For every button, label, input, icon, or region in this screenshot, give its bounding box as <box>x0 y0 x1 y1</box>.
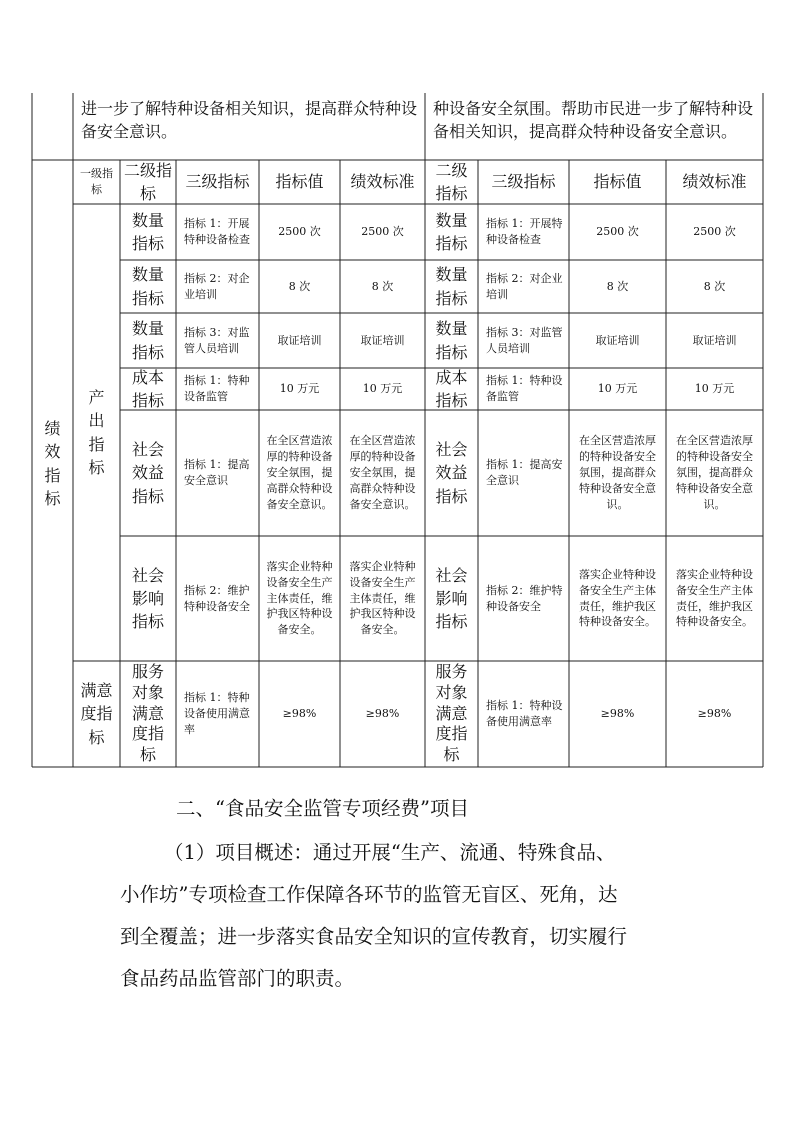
row3-standard-a: 取证培训 <box>360 333 405 347</box>
row4-level2-b: 成本指标 <box>435 367 468 410</box>
header-level3-a: 三级指标 <box>185 172 250 192</box>
row7-standard-a: ≥98% <box>365 707 400 721</box>
row1-level2-a: 数量指标 <box>131 210 164 253</box>
header-value-b: 指标值 <box>593 172 642 192</box>
header-value-a: 指标值 <box>275 172 324 192</box>
row7-value-b: ≥98% <box>600 707 635 721</box>
row2-level3-a: 指标 2：对企业培训 <box>184 271 250 301</box>
section-heading-text: 二、“食品安全监管专项经费”项目 <box>176 797 469 820</box>
row7-level2-a: 服务对象满意度指标 <box>131 662 164 765</box>
row1-level3-a: 指标 1：开展特种设备检查 <box>184 217 250 246</box>
header-standard-b: 绩效标准 <box>682 172 747 192</box>
row2-value-b: 8 次 <box>606 279 629 293</box>
row4-level3-a: 指标 1：特种设备监管 <box>184 374 250 403</box>
row7-standard-b: ≥98% <box>697 707 732 721</box>
row5-value-b: 在全区营造浓厚的特种设备安全氛围，提高群众特种设备安全意识。 <box>579 434 656 511</box>
row3-level3-b: 指标 3：对监管人员培训 <box>486 325 563 355</box>
row6-standard-a: 落实企业特种设备安全生产主体责任，维护我区特种设备安全。 <box>349 559 416 637</box>
row1-value-b: 2500 次 <box>596 225 639 239</box>
row1-level3-b: 指标 1：开展特种设备检查 <box>486 217 563 246</box>
header-level3-b: 三级指标 <box>491 172 556 192</box>
header-standard-a: 绩效标准 <box>350 172 415 192</box>
row6-value-b: 落实企业特种设备安全生产主体责任，维护我区特种设备安全。 <box>579 567 656 629</box>
row7-level3-b: 指标 1：特种设备使用满意率 <box>486 699 563 728</box>
row6-level2-b: 社会影响指标 <box>435 565 468 632</box>
row3-level3-a: 指标 3：对监管人员培训 <box>184 325 250 355</box>
row5-level3-b: 指标 1：提高安全意识 <box>486 458 563 487</box>
satisfaction-indicator-label: 满意度指标 <box>80 681 113 747</box>
row7-level3-a: 指标 1：特种设备使用满意率 <box>184 691 250 736</box>
header-level1: 一级指标 <box>80 167 113 196</box>
paragraph-line-3: 到全覆盖；进一步落实食品安全知识的宣传教育，切实履行 <box>120 925 628 948</box>
row2-standard-a: 8 次 <box>371 279 394 293</box>
row3-value-a: 取证培训 <box>277 333 322 347</box>
row5-level2-b: 社会效益指标 <box>435 440 468 506</box>
paragraph-line-2: 小作坊”专项检查工作保障各环节的监管无盲区、死角，达 <box>120 883 618 906</box>
row1-level2-b: 数量指标 <box>435 210 468 253</box>
paragraph-line-1: （1）项目概述：通过开展“生产、流通、特殊食品、 <box>164 841 616 864</box>
row2-level2-a: 数量指标 <box>131 265 164 308</box>
row2-level2-b: 数量指标 <box>435 265 468 308</box>
row6-value-a: 落实企业特种设备安全生产主体责任，维护我区特种设备安全。 <box>266 559 333 637</box>
row5-standard-b: 在全区营造浓厚的特种设备安全氛围，提高群众特种设备安全意识。 <box>676 434 753 511</box>
row6-standard-b: 落实企业特种设备安全生产主体责任，维护我区特种设备安全。 <box>676 567 753 629</box>
row4-value-b: 10 万元 <box>597 382 638 396</box>
row3-level2-b: 数量指标 <box>435 319 468 362</box>
header-level2-a: 二级指标 <box>123 160 172 203</box>
row1-standard-a: 2500 次 <box>361 225 404 239</box>
project-overview-paragraph <box>120 832 680 1000</box>
row4-standard-a: 10 万元 <box>362 382 403 396</box>
row5-level3-a: 指标 1：提高安全意识 <box>184 458 250 487</box>
top-left-text: 进一步了解特种设备相关知识，提高群众特种设备安全意识。 <box>81 99 418 142</box>
paragraph-line-4: 食品药品监管部门的职责。 <box>120 967 355 990</box>
row4-value-a: 10 万元 <box>279 382 320 396</box>
row2-value-a: 8 次 <box>288 279 311 293</box>
header-level2-b: 二级指标 <box>435 160 468 203</box>
row6-level3-a: 指标 2：维护特种设备安全 <box>184 583 250 613</box>
row1-value-a: 2500 次 <box>278 225 321 239</box>
row1-standard-b: 2500 次 <box>693 225 736 239</box>
row7-level2-b: 服务对象满意度指标 <box>435 662 468 765</box>
row4-standard-b: 10 万元 <box>694 382 735 396</box>
row5-level2-a: 社会效益指标 <box>131 440 164 506</box>
section-heading <box>120 788 680 830</box>
row6-level2-a: 社会影响指标 <box>131 565 164 632</box>
row5-standard-a: 在全区营造浓厚的特种设备安全氛围，提高群众特种设备安全意识。 <box>349 434 416 511</box>
row3-value-b: 取证培训 <box>595 333 640 347</box>
row6-level3-b: 指标 2：维护特种设备安全 <box>486 583 563 613</box>
row5-value-a: 在全区营造浓厚的特种设备安全氛围，提高群众特种设备安全意识。 <box>266 434 333 511</box>
row2-level3-b: 指标 2：对企业培训 <box>486 271 563 301</box>
top-right-text: 种设备安全氛围。帮助市民进一步了解特种设备相关知识，提高群众特种设备安全意识。 <box>433 99 754 142</box>
row7-value-a: ≥98% <box>282 707 317 721</box>
category-label: 绩效指标 <box>44 419 61 508</box>
row3-standard-b: 取证培训 <box>692 333 737 347</box>
row3-level2-a: 数量指标 <box>131 319 164 362</box>
row2-standard-b: 8 次 <box>703 279 726 293</box>
row4-level2-a: 成本指标 <box>131 367 164 410</box>
row4-level3-b: 指标 1：特种设备监管 <box>486 374 563 403</box>
output-indicator-label: 产出指标 <box>88 388 105 477</box>
